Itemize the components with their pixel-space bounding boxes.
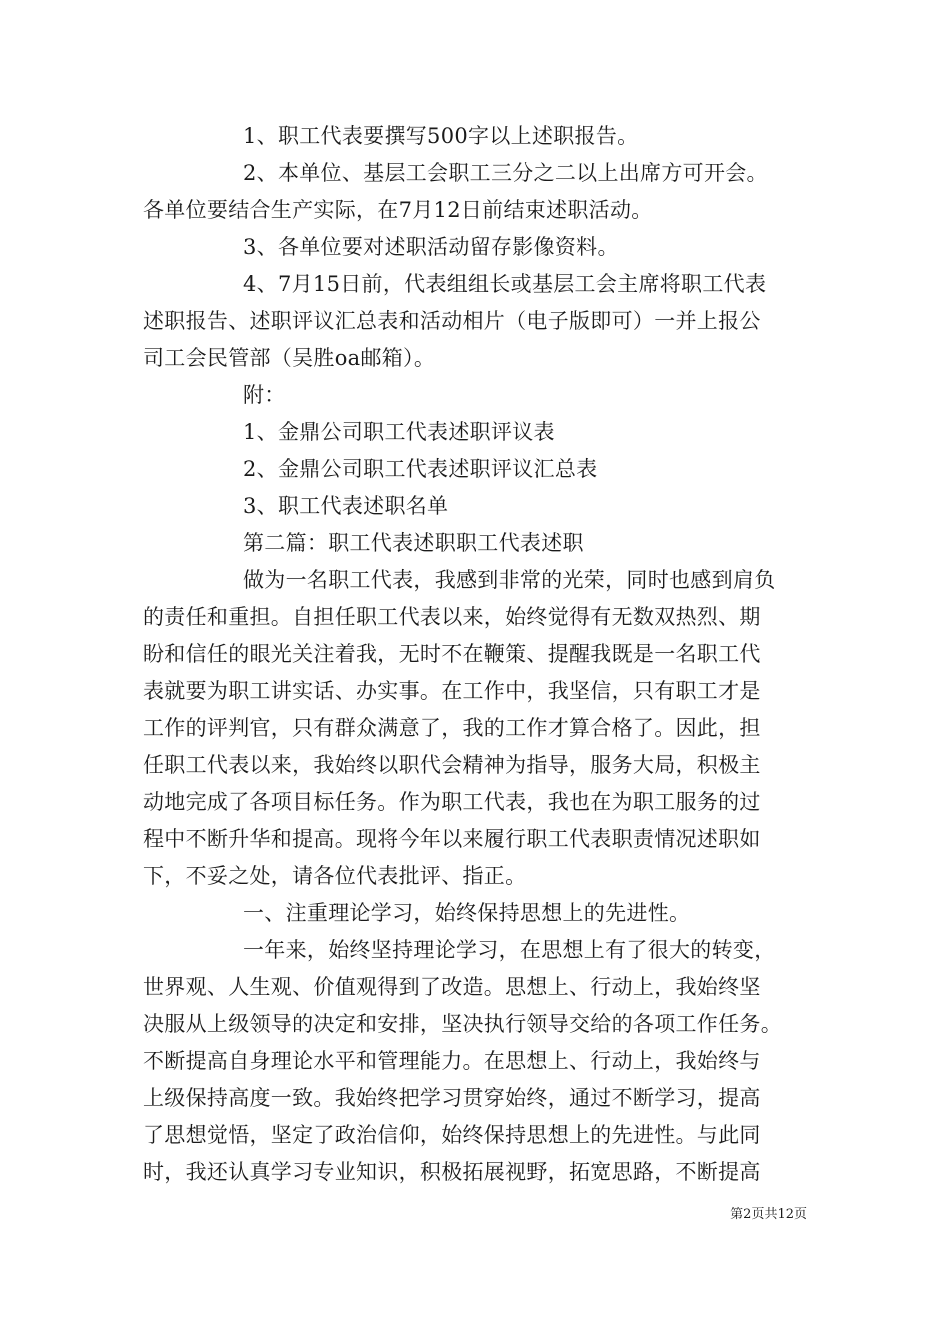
text-line: 3、各单位要对述职活动留存影像资料。 xyxy=(243,235,619,259)
text-line: 附： xyxy=(243,383,286,407)
text-line: 世界观、人生观、价值观得到了改造。思想上、行动上，我始终坚 xyxy=(143,975,761,999)
text-line: 4、7月15日前，代表组组长或基层工会主席将职工代表 xyxy=(243,272,767,296)
text-line: 任职工代表以来，我始终以职代会精神为指导，服务大局，积极主 xyxy=(143,753,761,777)
text-line: 一年来，始终坚持理论学习，在思想上有了很大的转变， xyxy=(243,938,776,962)
text-line: 一、注重理论学习，始终保持思想上的先进性。 xyxy=(243,901,691,925)
text-line: 表就要为职工讲实话、办实事。在工作中，我坚信，只有职工才是 xyxy=(143,679,761,703)
page-number: 第2页共12页 xyxy=(730,1207,807,1222)
text-line: 2、金鼎公司职工代表述职评议汇总表 xyxy=(243,457,598,481)
text-line: 工作的评判官，只有群众满意了，我的工作才算合格了。因此，担 xyxy=(143,716,761,740)
text-line: 上级保持高度一致。我始终把学习贯穿始终，通过不断学习，提高 xyxy=(143,1086,761,1110)
document-body xyxy=(143,118,807,1191)
text-line: 盼和信任的眼光关注着我，无时不在鞭策、提醒我既是一名职工代 xyxy=(143,642,761,666)
text-line: 程中不断升华和提高。现将今年以来履行职工代表职责情况述职如 xyxy=(143,827,761,851)
text-line: 3、职工代表述职名单 xyxy=(243,494,449,518)
text-line: 做为一名职工代表，我感到非常的光荣，同时也感到肩负 xyxy=(243,568,776,592)
text-line: 下，不妥之处，请各位代表批评、指正。 xyxy=(143,864,527,888)
text-line: 了思想觉悟，坚定了政治信仰，始终保持思想上的先进性。与此同 xyxy=(143,1123,761,1147)
text-line: 述职报告、述职评议汇总表和活动相片（电子版即可）一并上报公 xyxy=(143,309,761,333)
text-line: 司工会民管部（吴胜oa邮箱）。 xyxy=(143,346,436,370)
text-line: 不断提高自身理论水平和管理能力。在思想上、行动上，我始终与 xyxy=(143,1049,761,1073)
text-line: 时，我还认真学习专业知识，积极拓展视野，拓宽思路，不断提高 xyxy=(143,1160,761,1184)
text-line: 1、职工代表要撰写500字以上述职报告。 xyxy=(243,124,639,148)
text-line: 的责任和重担。自担任职工代表以来，始终觉得有无数双热烈、期 xyxy=(143,605,761,629)
text-line: 第二篇：职工代表述职职工代表述职 xyxy=(243,531,584,555)
text-line: 决服从上级领导的决定和安排，坚决执行领导交给的各项工作任务。 xyxy=(143,1012,782,1036)
text-line: 2、本单位、基层工会职工三分之二以上出席方可开会。 xyxy=(243,161,768,185)
text-line: 各单位要结合生产实际，在7月12日前结束述职活动。 xyxy=(143,198,653,222)
text-line: 1、金鼎公司职工代表述职评议表 xyxy=(243,420,555,444)
text-line: 动地完成了各项目标任务。作为职工代表，我也在为职工服务的过 xyxy=(143,790,761,814)
